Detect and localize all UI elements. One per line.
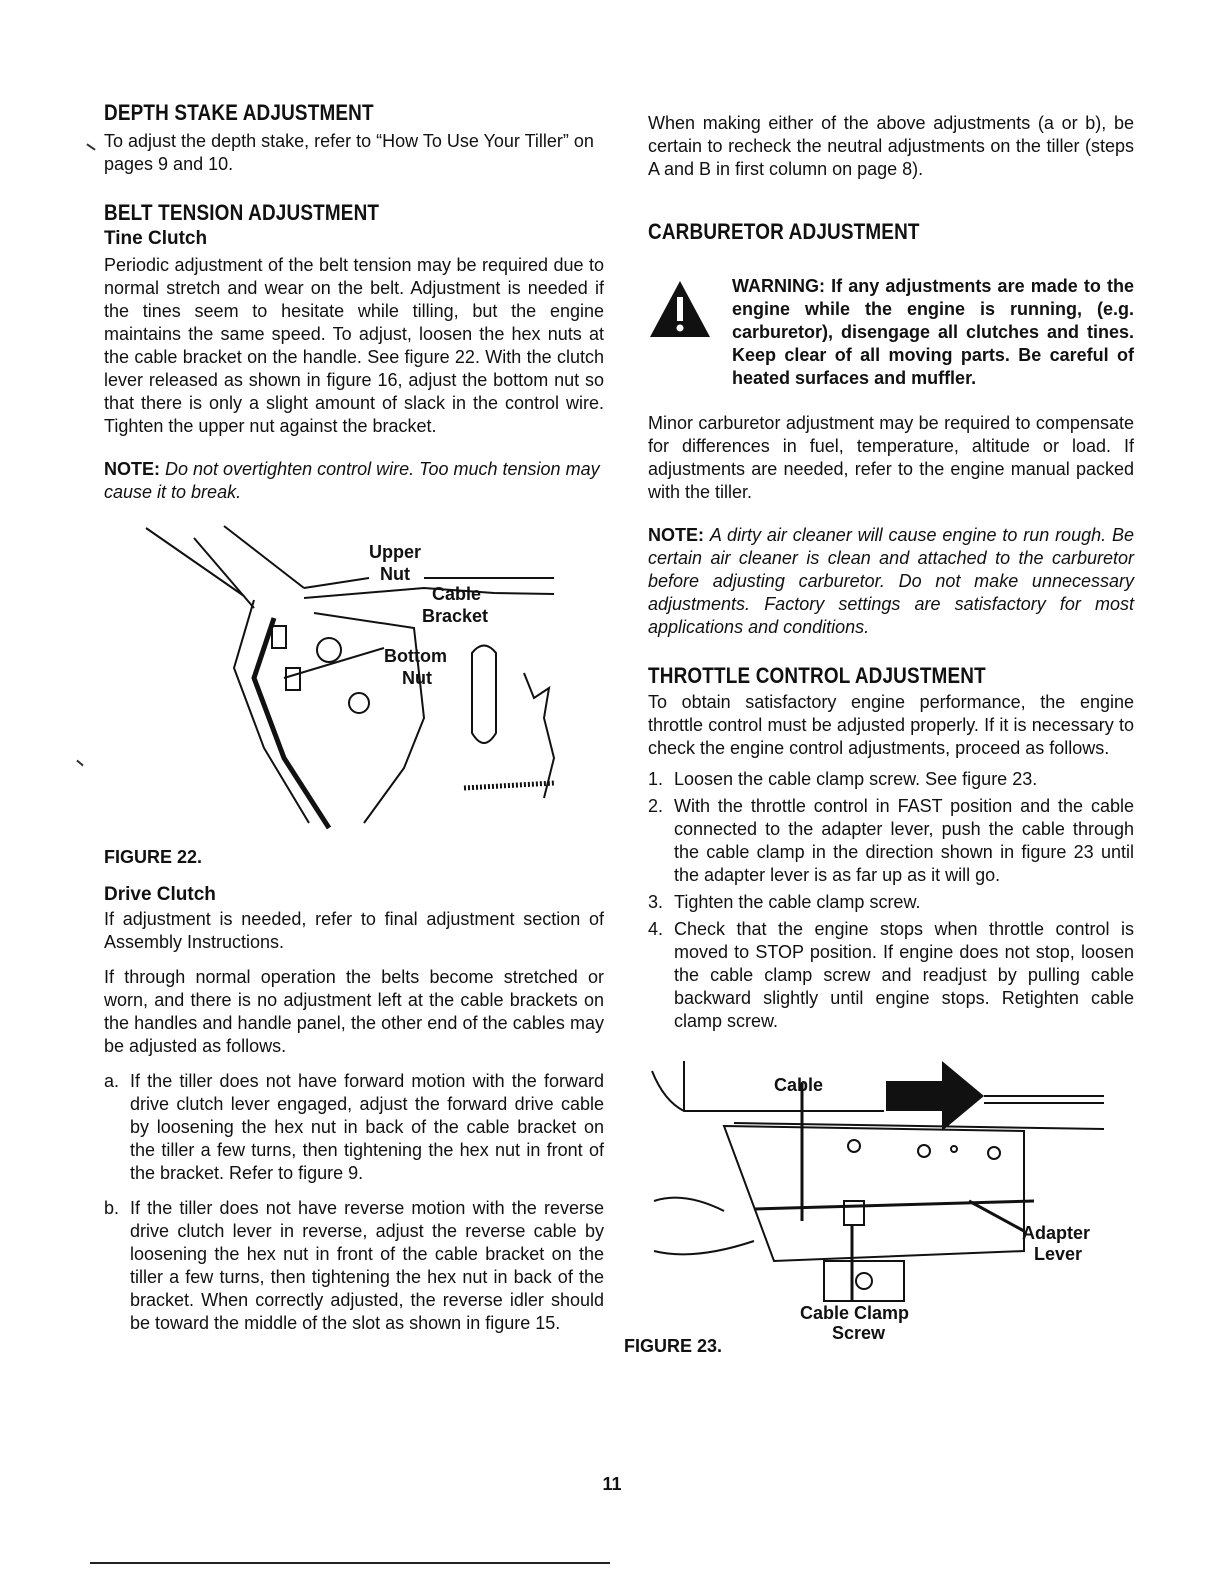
throttle-intro: To obtain satisfactory engine performance, the engine throttle control must be adjusted properly. If it is necessary to check the engine control adjustments, proceed as follows. bbox=[648, 692, 1134, 758]
note-text: A dirty air cleaner will cause engine to run rough. Be certain air cleaner is clean and attached to the carburetor before adjusting carburetor. Do not make unnecessary adjustments. Factory settings are satisfactory for most applications and conditions. bbox=[648, 525, 1134, 637]
tine-clutch-subheading: Tine Clutch bbox=[104, 228, 208, 249]
fig23-label-screw: Screw bbox=[832, 1323, 886, 1341]
list-marker: 1. bbox=[648, 769, 664, 789]
hand-outline bbox=[654, 1198, 724, 1211]
list-item bbox=[104, 1070, 604, 1185]
spring bbox=[286, 668, 300, 690]
left-column bbox=[104, 100, 604, 1335]
bottom-rule bbox=[90, 1562, 610, 1564]
drive-clutch-para1: If adjustment is needed, refer to final adjustment section of Assembly Instructions. bbox=[104, 909, 604, 952]
tiller-edge bbox=[524, 673, 554, 798]
belt-tension-heading: BELT TENSION ADJUSTMENT bbox=[104, 200, 380, 225]
list-item bbox=[104, 1197, 604, 1335]
fig22-label-nut: Nut bbox=[380, 564, 410, 584]
warning-box bbox=[648, 275, 1134, 390]
list-marker: 2. bbox=[648, 796, 664, 816]
list-marker: b. bbox=[104, 1198, 120, 1218]
depth-stake-body: To adjust the depth stake, refer to “How To Use Your Tiller” on pages 9 and 10. bbox=[104, 131, 594, 174]
figure-22-illustration bbox=[104, 518, 574, 848]
arrow-right-icon bbox=[886, 1061, 984, 1131]
list-marker: 4. bbox=[648, 919, 664, 939]
note-label: NOTE: bbox=[648, 525, 704, 545]
leader-upper-nut bbox=[304, 578, 369, 588]
spring bbox=[272, 626, 286, 648]
fig23-label-adapter: Adapter bbox=[1022, 1223, 1091, 1243]
figure-22-caption: FIGURE 22. bbox=[104, 847, 203, 867]
list-text: If the tiller does not have reverse motion with the reverse drive clutch lever in reverse, adjust the reverse cable by loosening the hex nut in front of the cable bracket on the tiller a few turns, then tightening the hex nut in back of the bracket. When correctly adjusted, the reverse idler should be toward the middle of the slot as shown in figure 15. bbox=[130, 1198, 604, 1333]
fig23-label-clamp: Cable Clamp bbox=[800, 1303, 910, 1323]
throttle-section bbox=[648, 663, 1134, 1033]
fig23-label-cable: Cable bbox=[774, 1075, 824, 1095]
throttle-heading: THROTTLE CONTROL ADJUSTMENT bbox=[648, 663, 986, 688]
list-marker: a. bbox=[104, 1071, 120, 1091]
bracket-body bbox=[314, 613, 424, 823]
drive-clutch-subheading: Drive Clutch bbox=[104, 884, 216, 905]
list-text: With the throttle control in FAST position and the cable connected to the adapter lever, push the cable through the cable clamp in the direction shown in figure 23 until the adapter lever is as far up as it will go. bbox=[674, 796, 1134, 885]
list-marker: 3. bbox=[648, 892, 664, 912]
engine-edge bbox=[652, 1071, 884, 1111]
handle-line bbox=[194, 538, 254, 608]
carburetor-note bbox=[648, 524, 1134, 639]
handle-line bbox=[224, 526, 304, 588]
fig23-label-lever: Lever bbox=[1034, 1244, 1083, 1264]
note-text: Do not overtighten control wire. Too much tension may cause it to break. bbox=[104, 459, 600, 502]
list-item bbox=[648, 891, 1134, 914]
list-item bbox=[648, 768, 1134, 791]
drive-clutch-para2: If through normal operation the belts become stretched or worn, and there is no adjustment left at the cable brackets on the handles and handle panel, the other end of the cables may be adjusted as follows. bbox=[104, 967, 604, 1056]
fig22-label-bracket: Bracket bbox=[422, 606, 489, 626]
bracket-edge bbox=[304, 588, 554, 598]
leader-bottom-nut bbox=[284, 648, 384, 678]
carburetor-heading: CARBURETOR ADJUSTMENT bbox=[648, 219, 920, 244]
bolt bbox=[848, 1140, 860, 1152]
cable-line bbox=[754, 1201, 1034, 1209]
carburetor-section bbox=[648, 219, 1134, 639]
bolt bbox=[918, 1145, 930, 1157]
figure-23-caption: FIGURE 23. bbox=[624, 1336, 723, 1356]
fig22-label-bottom: Bottom bbox=[384, 646, 447, 666]
bolt bbox=[951, 1146, 957, 1152]
carburetor-body: Minor carburetor adjustment may be required to compensate for differences in fuel, temperature, altitude or load. If adjustments are needed, refer to the engine manual packed with the tiller. bbox=[648, 413, 1134, 502]
hex-nut-upper bbox=[317, 638, 341, 662]
list-text: Loosen the cable clamp screw. See figure 23. bbox=[674, 769, 1038, 789]
depth-stake-section bbox=[104, 100, 604, 176]
hand-outline bbox=[654, 1241, 754, 1254]
drive-clutch-list bbox=[104, 1070, 604, 1335]
frame-line bbox=[734, 1123, 1104, 1129]
tine-clutch-body: Periodic adjustment of the belt tension may be required due to normal stretch and wear on the belt. Adjustment is needed if the tines seem to hesitate while tilling, but the engine maintains the same speed. To adjust, loosen the hex nuts at the cable bracket on the handle. See figure 22. With the clutch lever released as shown in figure 16, adjust the bottom nut so that there is only a slight amount of slack in the control wire. Tighten the upper nut against the bracket. bbox=[104, 255, 604, 436]
carb-body bbox=[724, 1126, 1024, 1261]
slot-outline bbox=[472, 646, 496, 744]
drive-clutch-section bbox=[104, 884, 604, 1335]
list-text: Tighten the cable clamp screw. bbox=[674, 892, 921, 912]
recheck-paragraph: When making either of the above adjustments (a or b), be certain to recheck the neutral adjustments on the tiller (steps A and B in first column on page 8). bbox=[648, 113, 1134, 179]
list-text: If the tiller does not have forward motion with the forward drive clutch lever engaged, adjust the forward drive cable by loosening the hex nut in back of the cable bracket on the tiller a few turns, then tightening the hex nut in front of the bracket. Refer to figure 9. bbox=[130, 1071, 604, 1183]
throttle-steps bbox=[648, 768, 1134, 1033]
belt-note bbox=[104, 458, 604, 504]
list-item bbox=[648, 918, 1134, 1033]
fig22-label-upper: Upper bbox=[369, 542, 422, 562]
note-label: NOTE: bbox=[104, 459, 160, 479]
belt-tension-section bbox=[104, 200, 604, 504]
figure-23 bbox=[624, 1051, 1134, 1357]
clamp-bracket bbox=[824, 1261, 904, 1301]
stray-mark bbox=[76, 760, 83, 767]
hex-nut-bottom bbox=[349, 693, 369, 713]
clamp-screw bbox=[856, 1273, 872, 1289]
warning-triangle-icon bbox=[648, 279, 712, 339]
fig22-label-bottom-nut: Nut bbox=[402, 668, 432, 688]
fig22-label-cable: Cable bbox=[432, 584, 482, 604]
depth-stake-heading: DEPTH STAKE ADJUSTMENT bbox=[104, 100, 374, 125]
figure-23-illustration bbox=[624, 1051, 1104, 1341]
warning-text: WARNING: If any adjustments are made to the engine while the engine is running, (e.g. carburetor), disengage all clutches and tines. Keep clear of all moving parts. Be careful of heated surfaces and muffler. bbox=[732, 276, 1134, 388]
stray-mark bbox=[86, 143, 95, 150]
right-column bbox=[624, 112, 1134, 1357]
list-item bbox=[648, 795, 1134, 887]
threaded-rod bbox=[464, 783, 554, 788]
list-text: Check that the engine stops when throttle control is moved to STOP position. If engine does not stop, loosen the cable clamp screw and readjust by pulling cable backward slightly until engine stops. Retighten cable clamp screw. bbox=[674, 919, 1134, 1031]
leader-adapter bbox=[969, 1201, 1024, 1231]
bolt bbox=[988, 1147, 1000, 1159]
figure-22 bbox=[104, 518, 604, 868]
page-number: 11 bbox=[602, 1474, 622, 1494]
